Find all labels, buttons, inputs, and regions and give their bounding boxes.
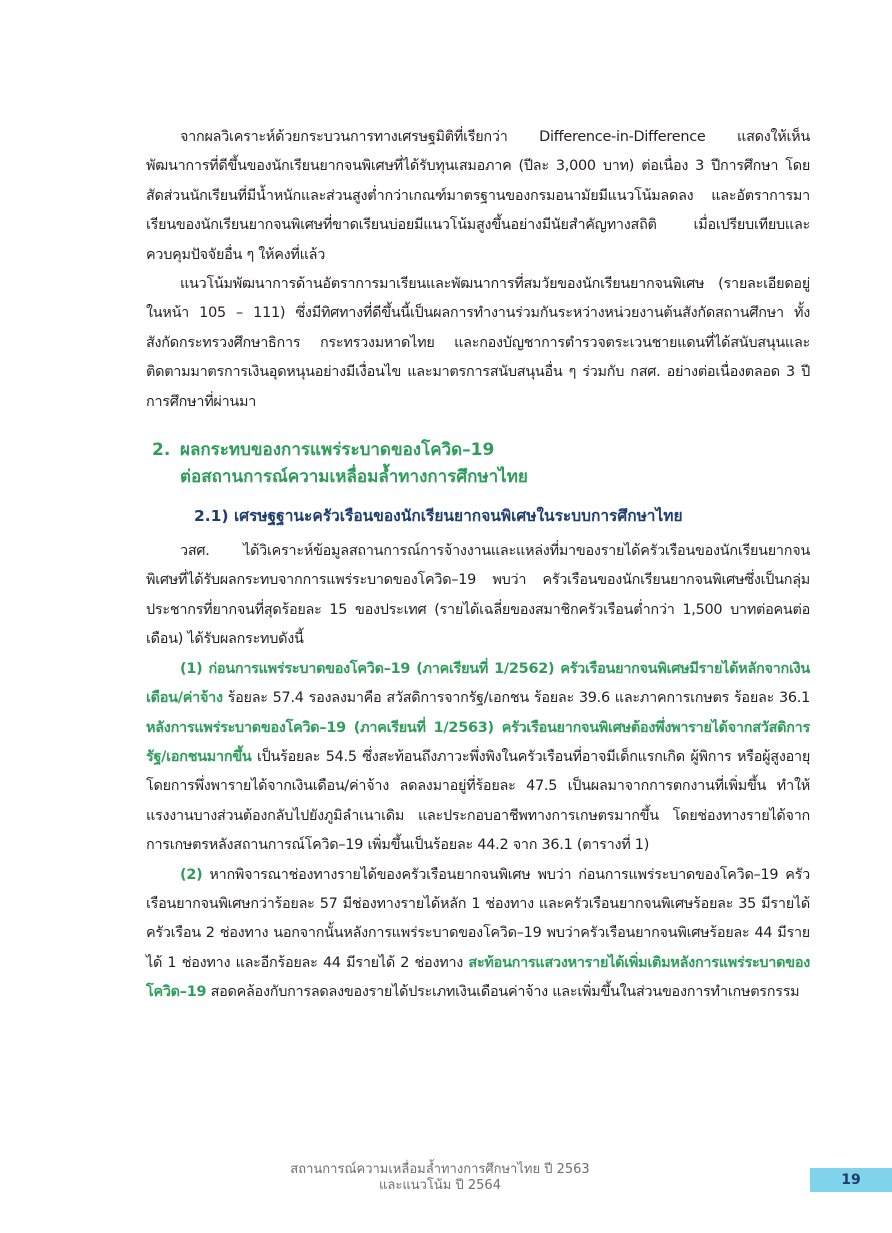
- item-1-highlight-before: (1) ก่อนการแพร่ระบาดของโควิด–19 (ภาคเรียนที่ 1/2562) ครัวเรือนยากจนพิเศษมีรายได้หลักจากเงินเดือน/ค่าจ้าง: [146, 660, 810, 707]
- item-1-text-2: เป็นร้อยละ 54.5 ซึ่งสะท้อนถึงภาวะพึ่งพิงในครัวเรือนที่อาจมีเด็กแรกเกิด ผู้พิการ หรือผู้สูงอายุ โดยการพึ่งพารายได้จากเงินเดือน/ค่าจ้าง ลดลงมาอยู่ที่ร้อยละ 47.5 เป็นผลมาจากการตกงานที่เพิ่มขึ้น ทำให้แรงงานบางส่วนต้องกลับไปยังภูมิลำเนาเดิม และประกอบอาชีพทางการเกษตรมากขึ้น โดยช่องทางรายได้จากการเกษตรหลังสถานการณ์โควิด–19 เพิ่มขึ้นเป็นร้อยละ 44.2 จาก 36.1 (ตารางที่ 1): [146, 748, 810, 854]
- page-content: [146, 123, 810, 1008]
- item-2-number: (2): [180, 866, 203, 883]
- paragraph-item-2: [146, 861, 810, 1008]
- paragraph-section-intro: วสศ. ได้วิเคราะห์ข้อมูลสถานการณ์การจ้างงานและแหล่งที่มาของรายได้ครัวเรือนของนักเรียนยากจนพิเศษที่ได้รับผลกระทบจากการแพร่ระบาดของโควิด–19 พบว่า ครัวเรือนของนักเรียนยากจนพิเศษซึ่งเป็นกลุ่มประชากรที่ยากจนที่สุดร้อยละ 15 ของประเทศ (รายได้เฉลี่ยของสมาชิกครัวเรือนต่ำกว่า 1,500 บาทต่อคนต่อเดือน) ได้รับผลกระทบดังนี้: [146, 543, 810, 648]
- section-2-title-line1: ผลกระทบของการแพร่ระบาดของโควิด–19: [180, 440, 495, 461]
- item-2-highlight: สะท้อนการแสวงหารายได้เพิ่มเติมหลังการแพร่ระบาดของโควิด–19: [146, 954, 810, 1001]
- item-1-highlight-after: หลังการแพร่ระบาดของโควิด–19 (ภาคเรียนที่ 1/2563) ครัวเรือนยากจนพิเศษต้องพึ่งพารายได้จากสวัสดิการรัฐ/เอกชนมากขึ้น: [146, 719, 810, 765]
- page-number-tab: [810, 1168, 892, 1192]
- paragraph-item-1: [146, 655, 810, 861]
- section-2-heading: [152, 437, 810, 491]
- paragraph-development-trend: แนวโน้มพัฒนาการด้านอัตราการมาเรียนและพัฒนาการที่สมวัยของนักเรียนยากจนพิเศษ (รายละเอียดอยู่ในหน้า 105 – 111) ซึ่งมีทิศทางที่ดีขึ้นนี้เป็นผลการทำงานร่วมกันระหว่างหน่วยงานต้นสังกัดสถานศึกษา ทั้งสังกัดกระทรวงศึกษาธิการ กระทรวงมหาดไทย และกองบัญชาการตำรวจตระเวนชายแดนที่ได้สนับสนุนและติดตามมาตรการเงินอุดหนุนอย่างมีเงื่อนไข และมาตรการสนับสนุนอื่น ๆ ร่วมกับ กสศ. อย่างต่อเนื่องตลอด 3 ปีการศึกษาที่ผ่านมา: [146, 276, 810, 410]
- section-2-1-heading: 2.1) เศรษฐฐานะครัวเรือนของนักเรียนยากจนพิเศษในระบบการศึกษาไทย: [194, 507, 683, 526]
- footer-title-line1: สถานการณ์ความเหลื่อมล้ำทางการศึกษาไทย ปี 2563: [290, 1162, 590, 1177]
- item-1-text-1: ร้อยละ 57.4 รองลงมาคือ สวัสดิการจากรัฐ/เอกชน ร้อยละ 39.6 และภาคการเกษตร ร้อยละ 36.1: [222, 690, 810, 707]
- item-2-text-1: หากพิจารณาช่องทางรายได้ของครัวเรือนยากจนพิเศษ พบว่า ก่อนการแพร่ระบาดของโควิด–19 ครัวเรือนยากจนพิเศษกว่าร้อยละ 57 มีช่องทางรายได้หลัก 1 ช่องทาง และครัวเรือนยากจนพิเศษร้อยละ 35 มีรายได้ครัวเรือน 2 ช่องทาง นอกจากนั้นหลังการแพร่ระบาดของโควิด–19 พบว่าครัวเรือนยากจนพิเศษร้อยละ 44 มีรายได้ 1 ช่องทาง และอีกร้อยละ 44 มีรายได้ 2 ช่องทาง: [146, 866, 810, 971]
- footer-title-line2: และแนวโน้ม ปี 2564: [379, 1178, 501, 1193]
- page-number: 19: [841, 1172, 861, 1188]
- page-footer: [240, 1162, 640, 1194]
- section-2-number: 2.: [152, 440, 171, 461]
- section-2-title-line2: ต่อสถานการณ์ความเหลื่อมล้ำทางการศึกษาไทย: [180, 467, 528, 488]
- item-2-text-2: สอดคล้องกับการลดลงของรายได้ประเภทเงินเดือนค่าจ้าง และเพิ่มขึ้นในส่วนของการทำเกษตรกรรม: [206, 984, 800, 1001]
- paragraph-did-analysis: จากผลวิเคราะห์ด้วยกระบวนการทางเศรษฐมิติที่เรียกว่า Difference-in-Difference แสดงให้เห็นพัฒนาการที่ดีขึ้นของนักเรียนยากจนพิเศษที่ได้รับทุนเสมอภาค (ปีละ 3,000 บาท) ต่อเนื่อง 3 ปีการศึกษา โดยสัดส่วนนักเรียนที่มีน้ำหนักและส่วนสูงต่ำกว่าเกณฑ์มาตรฐานของกรมอนามัยมีแนวโน้มลดลง และอัตราการมาเรียนของนักเรียนยากจนพิเศษที่ขาดเรียนบ่อยมีแนวโน้มสูงขึ้นอย่างมีนัยสำคัญทางสถิติ เมื่อเปรียบเทียบและควบคุมปัจจัยอื่น ๆ ให้คงที่แล้ว: [146, 129, 810, 263]
